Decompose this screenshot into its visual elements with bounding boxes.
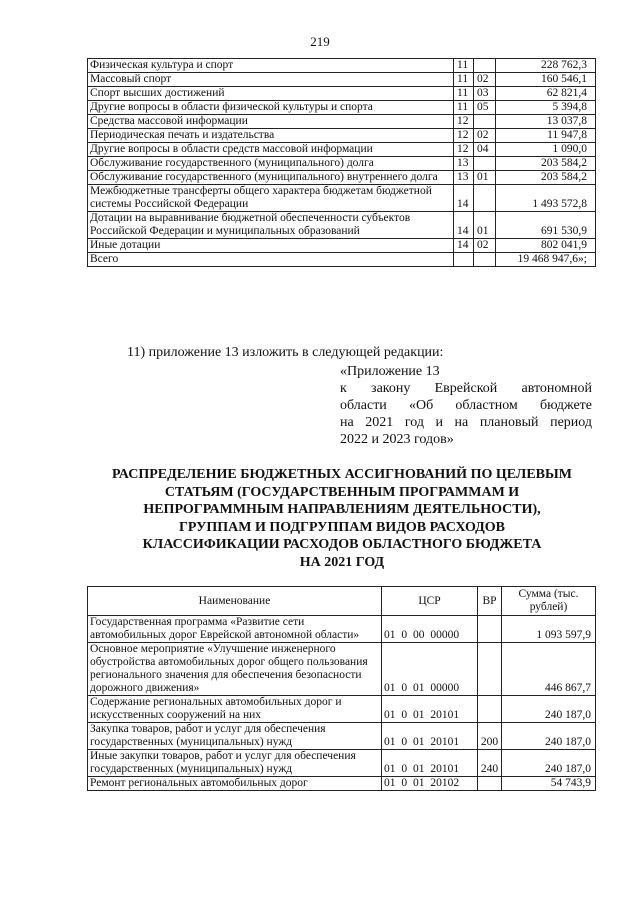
row-vr [478,777,502,791]
row-name: Основное мероприятие «Улучшение инженерного обустройства автомобильных дорог общего пользования регионального значения для обеспечения безопасности дорожного движения» [88,643,382,696]
amendment-item-11: 11) приложение 13 изложить в следующей редакции: [127,345,444,360]
table-row-total [88,253,596,267]
table-row [88,185,596,212]
row-name: Обслуживание государственного (муниципального) внутреннего долга [88,171,454,185]
row-pr: 01 [474,171,496,185]
target-articles-table [87,586,596,791]
row-name: Иные закупки товаров, работ и услуг для обеспечения государственных (муниципальных) нужд [88,750,382,777]
row-name: Физическая культура и спорт [88,59,454,73]
row-sum: 802 041,9 [496,239,596,253]
row-pr [474,115,496,129]
row-name: Дотации на выравнивание бюджетной обеспеченности субъектов Российской Федерации и муниципальных образований [88,212,454,239]
row-sum: 62 821,4 [496,87,596,101]
document-heading [82,466,602,571]
row-pr: 02 [474,73,496,87]
page-number: 219 [310,34,330,49]
appendix-line: 2022 и 2023 годов» [340,432,454,447]
row-rz: 14 [454,185,474,212]
table-row [88,171,596,185]
table-row [88,143,596,157]
row-sum: 1 093 597,9 [502,616,596,643]
row-sum: 446 867,7 [502,643,596,696]
row-pr: 03 [474,87,496,101]
header-vr: ВР [478,587,502,616]
row-name: Межбюджетные трансферты общего характера бюджетам бюджетной системы Российской Федерации [88,185,454,212]
row-name: Другие вопросы в области физической культуры и спорта [88,101,454,115]
row-vr [478,616,502,643]
row-rz: 11 [454,87,474,101]
table-row [88,239,596,253]
row-rz: 12 [454,115,474,129]
table-row [88,115,596,129]
table-row [88,157,596,171]
appendix-line: на 2021 год и на плановый период [340,415,592,430]
row-name: Массовый спорт [88,73,454,87]
table-row [88,59,596,73]
row-pr [474,59,496,73]
row-pr [474,157,496,171]
row-name: Содержание региональных автомобильных дорог и искусственных сооружений на них [88,696,382,723]
heading-line: СТАТЬЯМ (ГОСУДАРСТВЕННЫМ ПРОГРАММАМ И [164,484,520,500]
row-csr: 01 0 01 20101 [382,723,478,750]
row-sum: 691 530,9 [496,212,596,239]
row-sum: 160 546,1 [496,73,596,87]
row-pr: 02 [474,239,496,253]
heading-line: РАСПРЕДЕЛЕНИЕ БЮДЖЕТНЫХ АССИГНОВАНИЙ ПО ЦЕЛЕВЫМ [112,467,572,482]
table-row [88,723,596,750]
row-sum: 1 090,0 [496,143,596,157]
row-sum: 203 584,2 [496,157,596,171]
header-name: Наименование [88,587,382,616]
heading-line: КЛАССИФИКАЦИИ РАСХОДОВ ОБЛАСТНОГО БЮДЖЕТА [142,537,542,552]
heading-line: ГРУППАМ И ПОДГРУППАМ ВИДОВ РАСХОДОВ [178,519,506,535]
row-pr: 04 [474,143,496,157]
table-header-row [88,587,596,616]
table-row [88,750,596,777]
row-csr: 01 0 01 20101 [382,750,478,777]
row-vr: 200 [478,723,502,750]
row-sum: 1 493 572,8 [496,185,596,212]
header-csr: ЦСР [382,587,478,616]
row-name: Государственная программа «Развитие сети автомобильных дорог Еврейской автономной области» [88,616,382,643]
row-name: Спорт высших достижений [88,87,454,101]
table-row [88,696,596,723]
table-row [88,777,596,791]
row-sum: 240 187,0 [502,750,596,777]
row-rz: 13 [454,157,474,171]
row-name: Другие вопросы в области средств массовой информации [88,143,454,157]
row-name: Ремонт региональных автомобильных дорог [88,777,382,791]
row-rz: 11 [454,101,474,115]
row-vr: 240 [478,750,502,777]
row-sum: 240 187,0 [502,696,596,723]
row-sum: 228 762,3 [496,59,596,73]
heading-line: НЕПРОГРАММНЫМ НАПРАВЛЕНИЯМ ДЕЯТЕЛЬНОСТИ), [143,502,541,517]
row-csr: 01 0 01 20101 [382,696,478,723]
row-vr [478,696,502,723]
row-sum: 11 947,8 [496,129,596,143]
row-sum: 19 468 947,6»; [496,253,596,267]
row-name: Обслуживание государственного (муниципального) долга [88,157,454,171]
appendix-line: «Приложение 13 [340,364,440,379]
row-rz: 11 [454,59,474,73]
table-row [88,643,596,696]
row-csr: 01 0 00 00000 [382,616,478,643]
row-pr: 01 [474,212,496,239]
header-sum: Сумма (тыс. рублей) [502,587,596,616]
row-sum: 54 743,9 [502,777,596,791]
table-row [88,129,596,143]
row-rz: 14 [454,239,474,253]
table-row [88,212,596,239]
row-sum: 240 187,0 [502,723,596,750]
appendix-line: области «Об областном бюджете [340,398,592,413]
row-name: Средства массовой информации [88,115,454,129]
appendix-line: к закону Еврейской автономной [340,381,592,396]
row-pr [474,185,496,212]
row-rz: 13 [454,171,474,185]
table-row [88,87,596,101]
row-csr: 01 0 01 20102 [382,777,478,791]
appendix-reference [340,363,592,448]
row-vr [478,643,502,696]
row-name: Периодическая печать и издательства [88,129,454,143]
row-name: Иные дотации [88,239,454,253]
table-row [88,101,596,115]
row-pr: 02 [474,129,496,143]
row-csr: 01 0 01 00000 [382,643,478,696]
heading-line: НА 2021 ГОД [299,554,385,570]
table-row [88,616,596,643]
row-rz: 12 [454,129,474,143]
row-pr [474,253,496,267]
row-sum: 5 394,8 [496,101,596,115]
row-name: Закупка товаров, работ и услуг для обеспечения государственных (муниципальных) нужд [88,723,382,750]
row-rz: 11 [454,73,474,87]
row-sum: 13 037,8 [496,115,596,129]
row-pr: 05 [474,101,496,115]
budget-sections-table [87,58,596,267]
row-sum: 203 584,2 [496,171,596,185]
row-rz [454,253,474,267]
table-row [88,73,596,87]
row-rz: 14 [454,212,474,239]
row-rz: 12 [454,143,474,157]
row-name: Всего [88,253,454,267]
